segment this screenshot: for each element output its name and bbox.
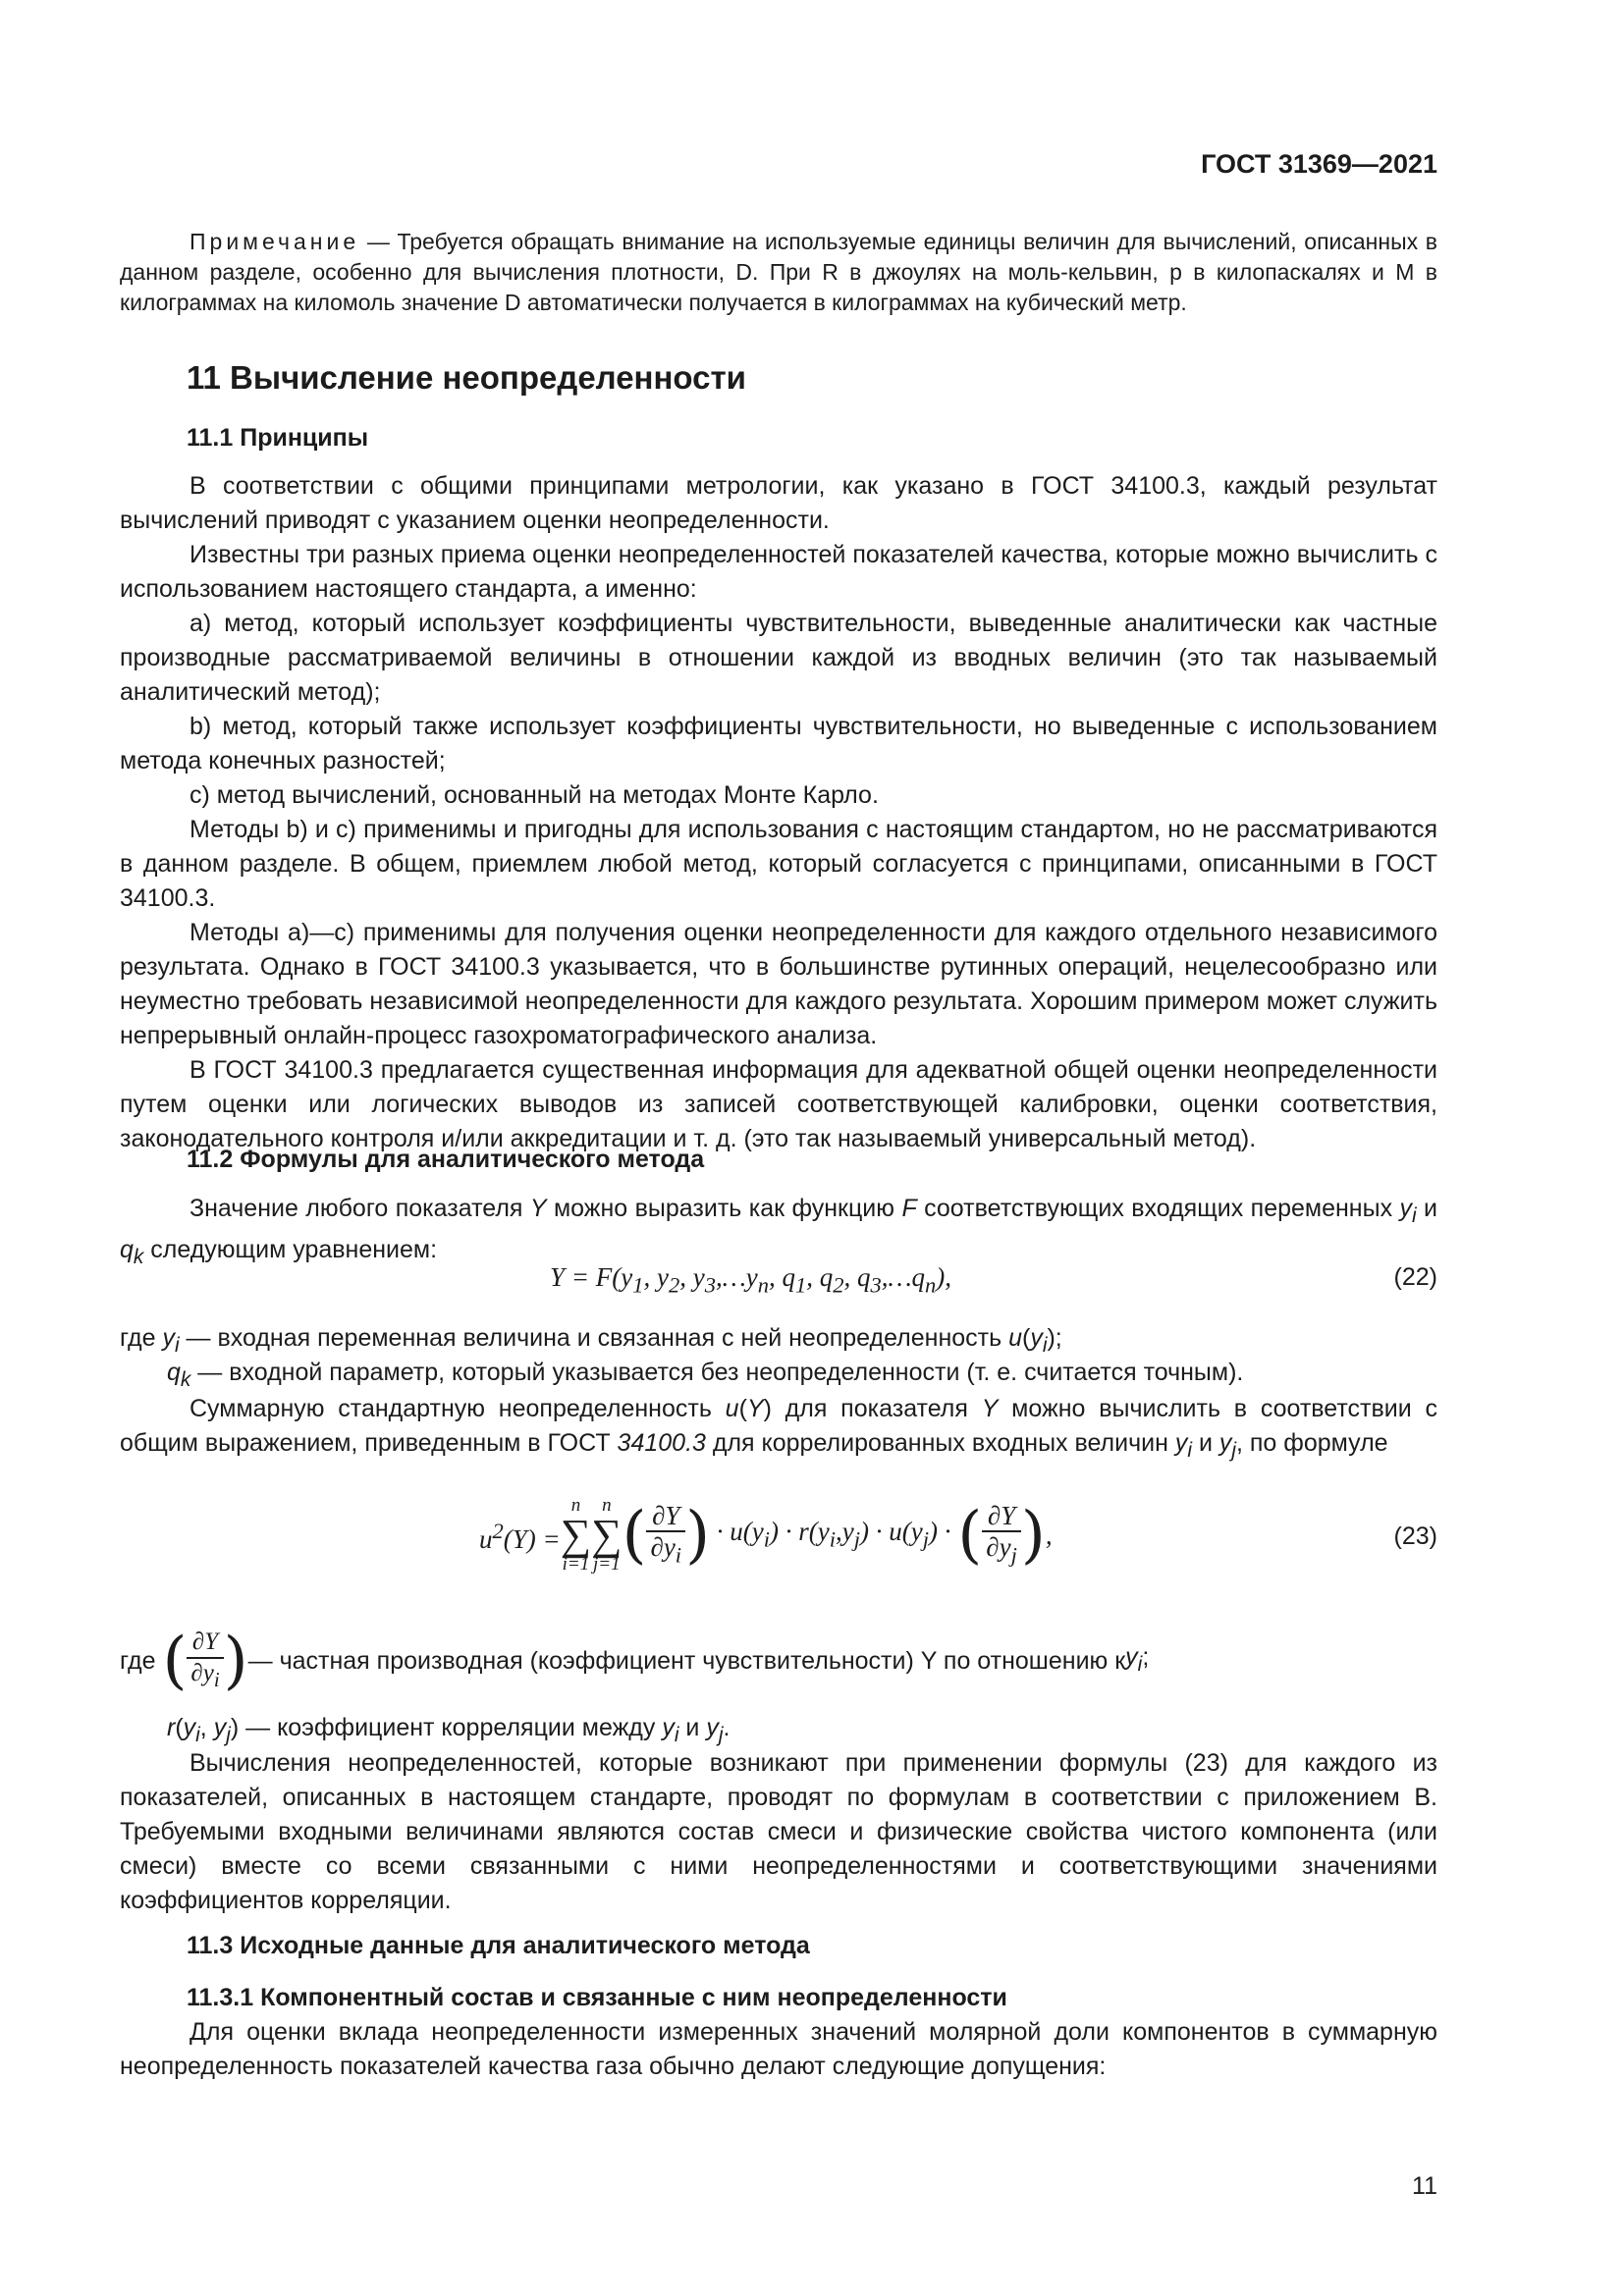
where-yi-text: — входная переменная величина и связанная с ней неопределенность (186, 1324, 1009, 1352)
list-item-c: c) метод вычислений, основанный на методах Монте Карло. (189, 781, 879, 809)
paragraph-11-2-2: Суммарную стандартную неопределенность u(Y) для показателя Y можно вычислить в соответствии с общим выражением, приведенным в ГОСТ 34100.3 для коррелированных входных величин $y_i$ и $y_j$, по формуле (120, 1395, 1437, 1462)
paragraph-11-1-3: Методы b) и c) применимы и пригодны для использования с настоящим стандартом, но не рассматриваются в данном разделе. В общем, приемлем любой метод, который согласуется с принципами, описанными в ГОСТ 34100.3. (120, 816, 1437, 912)
sum-symbol-j: n ∑ j=1 (591, 1495, 623, 1575)
where-derivative-text: — частная производная (коэффициент чувствительности) Y по отношению к (247, 1646, 1126, 1675)
list-item-b: b) метод, который также использует коэффициенты чувствительности, но выведенные с использованием метода конечных разностей; (120, 713, 1437, 774)
equation-22-number: (22) (1393, 1263, 1437, 1291)
note-text: — Требуется обращать внимание на используемые единицы величин для вычислений, описанных в данном разделе, особенно для вычисления плотности, D. При R в джоулях на моль-кельвин, p в килопаскалях и M в килограммах на киломоль значение D автоматически получается в килограммах на кубический метр. (120, 229, 1437, 315)
equation-22: $Y = F(y_1$, $y_2$, $y_3,\dots y_n$, $q_1$, $q_2$, $q_3,\dots q_n$), (550, 1262, 951, 1298)
note-label: Примечание (189, 229, 360, 254)
paragraph-11-3-1: Для оценки вклада неопределенности измеренных значений молярной доли компонентов в суммарную неопределенность показателей качества газа обычно делают следующие допущения: (120, 2018, 1437, 2080)
equation-23: $u^2(Y)$ = n ∑ i=1 n ∑ j=1 ( $\frac{\partial Y}{\partial y_i}$ ) · $u(y_i) \cdot r(y_i,y_j) \cdot u(y_j)$ · ( $\frac{\partial Y}{\partial y_j}$ ) , (479, 1495, 1053, 1575)
paragraph-11-1-1: В соответствии с общими принципами метрологии, как указано в ГОСТ 34100.3, каждый результат вычислений приводят с указанием оценки неопределенности. (120, 472, 1437, 534)
note-paragraph (120, 227, 1437, 318)
equation-23-number: (23) (1393, 1522, 1437, 1550)
paragraph-11-1-4: Методы a)—c) применимы для получения оценки неопределенности для каждого отдельного независимого результата. Однако в ГОСТ 34100.3 указывается, что в большинстве рутинных операций, нецелесообразно или неуместно требовать независимой неопределенности для каждого результата. Хорошим примером может служить непрерывный онлайн-процесс газохроматографического анализа. (120, 919, 1437, 1049)
document-code: ГОСТ 31369—2021 (1201, 149, 1437, 179)
where-partial-derivative: $\frac{\partial Y}{\partial y_i}$ (187, 1628, 223, 1694)
partial-derivative-yj: $\frac{\partial Y}{\partial y_j}$ (982, 1501, 1021, 1570)
list-item-a: a) метод, который использует коэффициенты чувствительности, выведенные аналитически как частные производные рассматриваемой величины в отношении каждой из вводных величин (это так называемый аналитический метод); (120, 610, 1437, 706)
subsection-11-2-heading: 11.2 Формулы для аналитического метода (187, 1146, 705, 1173)
paragraph-11-2-3: Вычисления неопределенностей, которые возникают при применении формулы (23) для каждого из показателей, описанных в настоящем стандарте, проводят по формулам в соответствии с приложением В. Требуемыми входными величинами являются состав смеси и физические свойства чистого компонента (или смеси) вместе со всеми связанными с ними неопределенностями и соответствующими значениями коэффициентов корреляции. (120, 1749, 1437, 1914)
where-qk-line: $q_k$ — входной параметр, который указывается без неопределенности (т. е. считается точным). (167, 1359, 1244, 1391)
subsection-11-3-1-heading: 11.3.1 Компонентный состав и связанные с ним неопределенности (187, 1984, 1007, 2011)
sum-symbol-i: n ∑ i=1 (560, 1495, 592, 1575)
partial-derivative-yi: $\frac{\partial Y}{\partial y_i}$ (646, 1501, 685, 1570)
section-title: 11 Вычисление неопределенности (187, 359, 746, 396)
page-number: 11 (1412, 2172, 1437, 2200)
where-derivative-line: где ( $\frac{\partial Y}{\partial y_i}$ ) — частная производная (коэффициент чувствительности) Y по отношению к $y_i$; (120, 1625, 1150, 1697)
where-correlation-text: — коэффициент корреляции между (239, 1714, 663, 1741)
paragraph-11-2-1: Значение любого показателя Y можно выразить как функцию F соответствующих входящих переменных $y_i$ и $q_k$ следующим уравнением: (120, 1195, 1438, 1268)
where-yi-line: где $y_i$ — входная переменная величина и связанная с ней неопределенность $u(y_i)$; (120, 1324, 1062, 1357)
where-correlation-line: $r(y_i$, $y_j$) — коэффициент корреляции между $y_i$ и $y_j$. (167, 1714, 731, 1746)
paragraph-11-1-5: В ГОСТ 34100.3 предлагается существенная информация для адекватной общей оценки неопределенности путем оценки или логических выводов из записей соответствующей калибровки, оценки соответствия, законодательного контроля и/или аккредитации и т. д. (это так называемый универсальный метод). (120, 1056, 1437, 1152)
subsection-11-1-heading: 11.1 Принципы (187, 424, 369, 452)
where-qk-text: — входной параметр, который указывается без неопределенности (т. е. считается точным). (190, 1359, 1244, 1386)
subsection-11-3-heading: 11.3 Исходные данные для аналитического метода (187, 1932, 810, 1959)
paragraph-11-1-2: Известны три разных приема оценки неопределенностей показателей качества, которые можно вычислить с использованием настоящего стандарта, а именно: (120, 541, 1437, 603)
